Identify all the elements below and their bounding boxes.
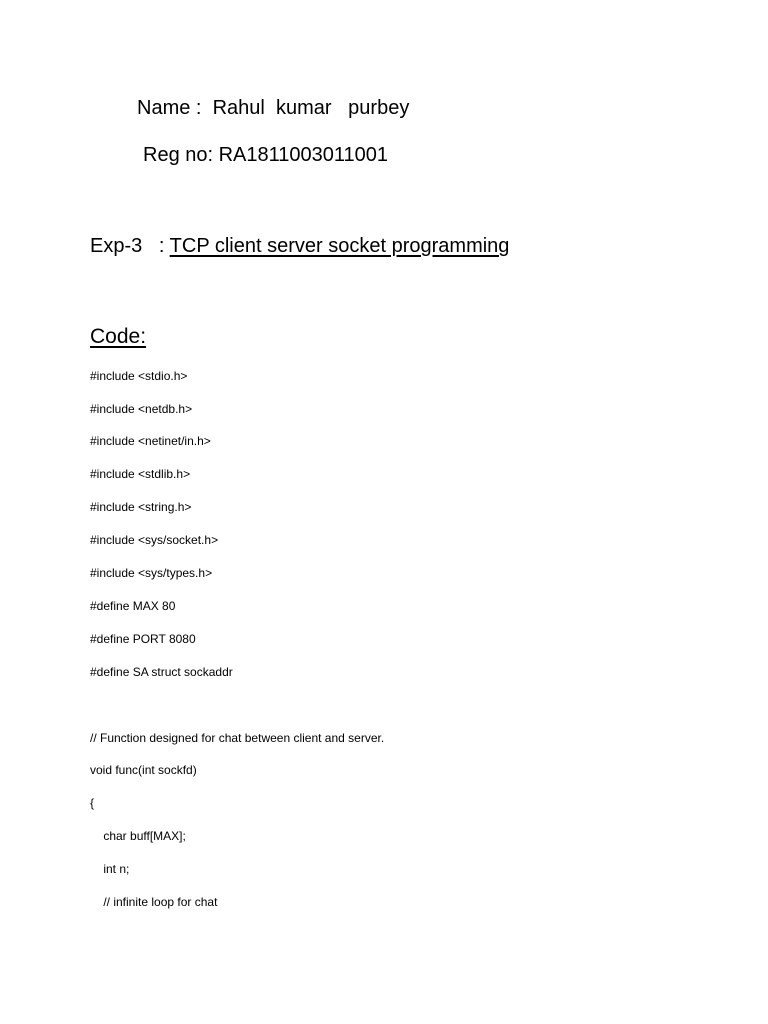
code-comment: // Function designed for chat between client and server. bbox=[90, 731, 385, 745]
code-line: int n; bbox=[90, 862, 130, 876]
code-line: #include <stdlib.h> bbox=[90, 467, 191, 481]
code-line: #define SA struct sockaddr bbox=[90, 665, 233, 679]
student-name: Name : Rahul kumar purbey bbox=[137, 97, 410, 119]
registration-number: Reg no: RA1811003011001 bbox=[143, 144, 389, 166]
experiment-title: TCP client server socket programming bbox=[169, 235, 510, 257]
code-line: void func(int sockfd) bbox=[90, 763, 197, 777]
code-line: #include <string.h> bbox=[90, 500, 192, 514]
code-heading: Code: bbox=[90, 325, 147, 348]
code-comment: // infinite loop for chat bbox=[90, 895, 218, 909]
code-line: #include <netdb.h> bbox=[90, 402, 193, 416]
code-line: #include <sys/types.h> bbox=[90, 566, 213, 580]
code-line: { bbox=[90, 796, 95, 810]
code-line: #define PORT 8080 bbox=[90, 632, 196, 646]
code-line: #include <netinet/in.h> bbox=[90, 434, 211, 448]
code-line: #include <stdio.h> bbox=[90, 369, 188, 383]
experiment-label: Exp-3 : bbox=[90, 235, 170, 257]
experiment-title-line bbox=[90, 236, 509, 256]
code-line: #include <sys/socket.h> bbox=[90, 533, 219, 547]
code-line: #define MAX 80 bbox=[90, 599, 176, 613]
code-line: char buff[MAX]; bbox=[90, 829, 186, 843]
